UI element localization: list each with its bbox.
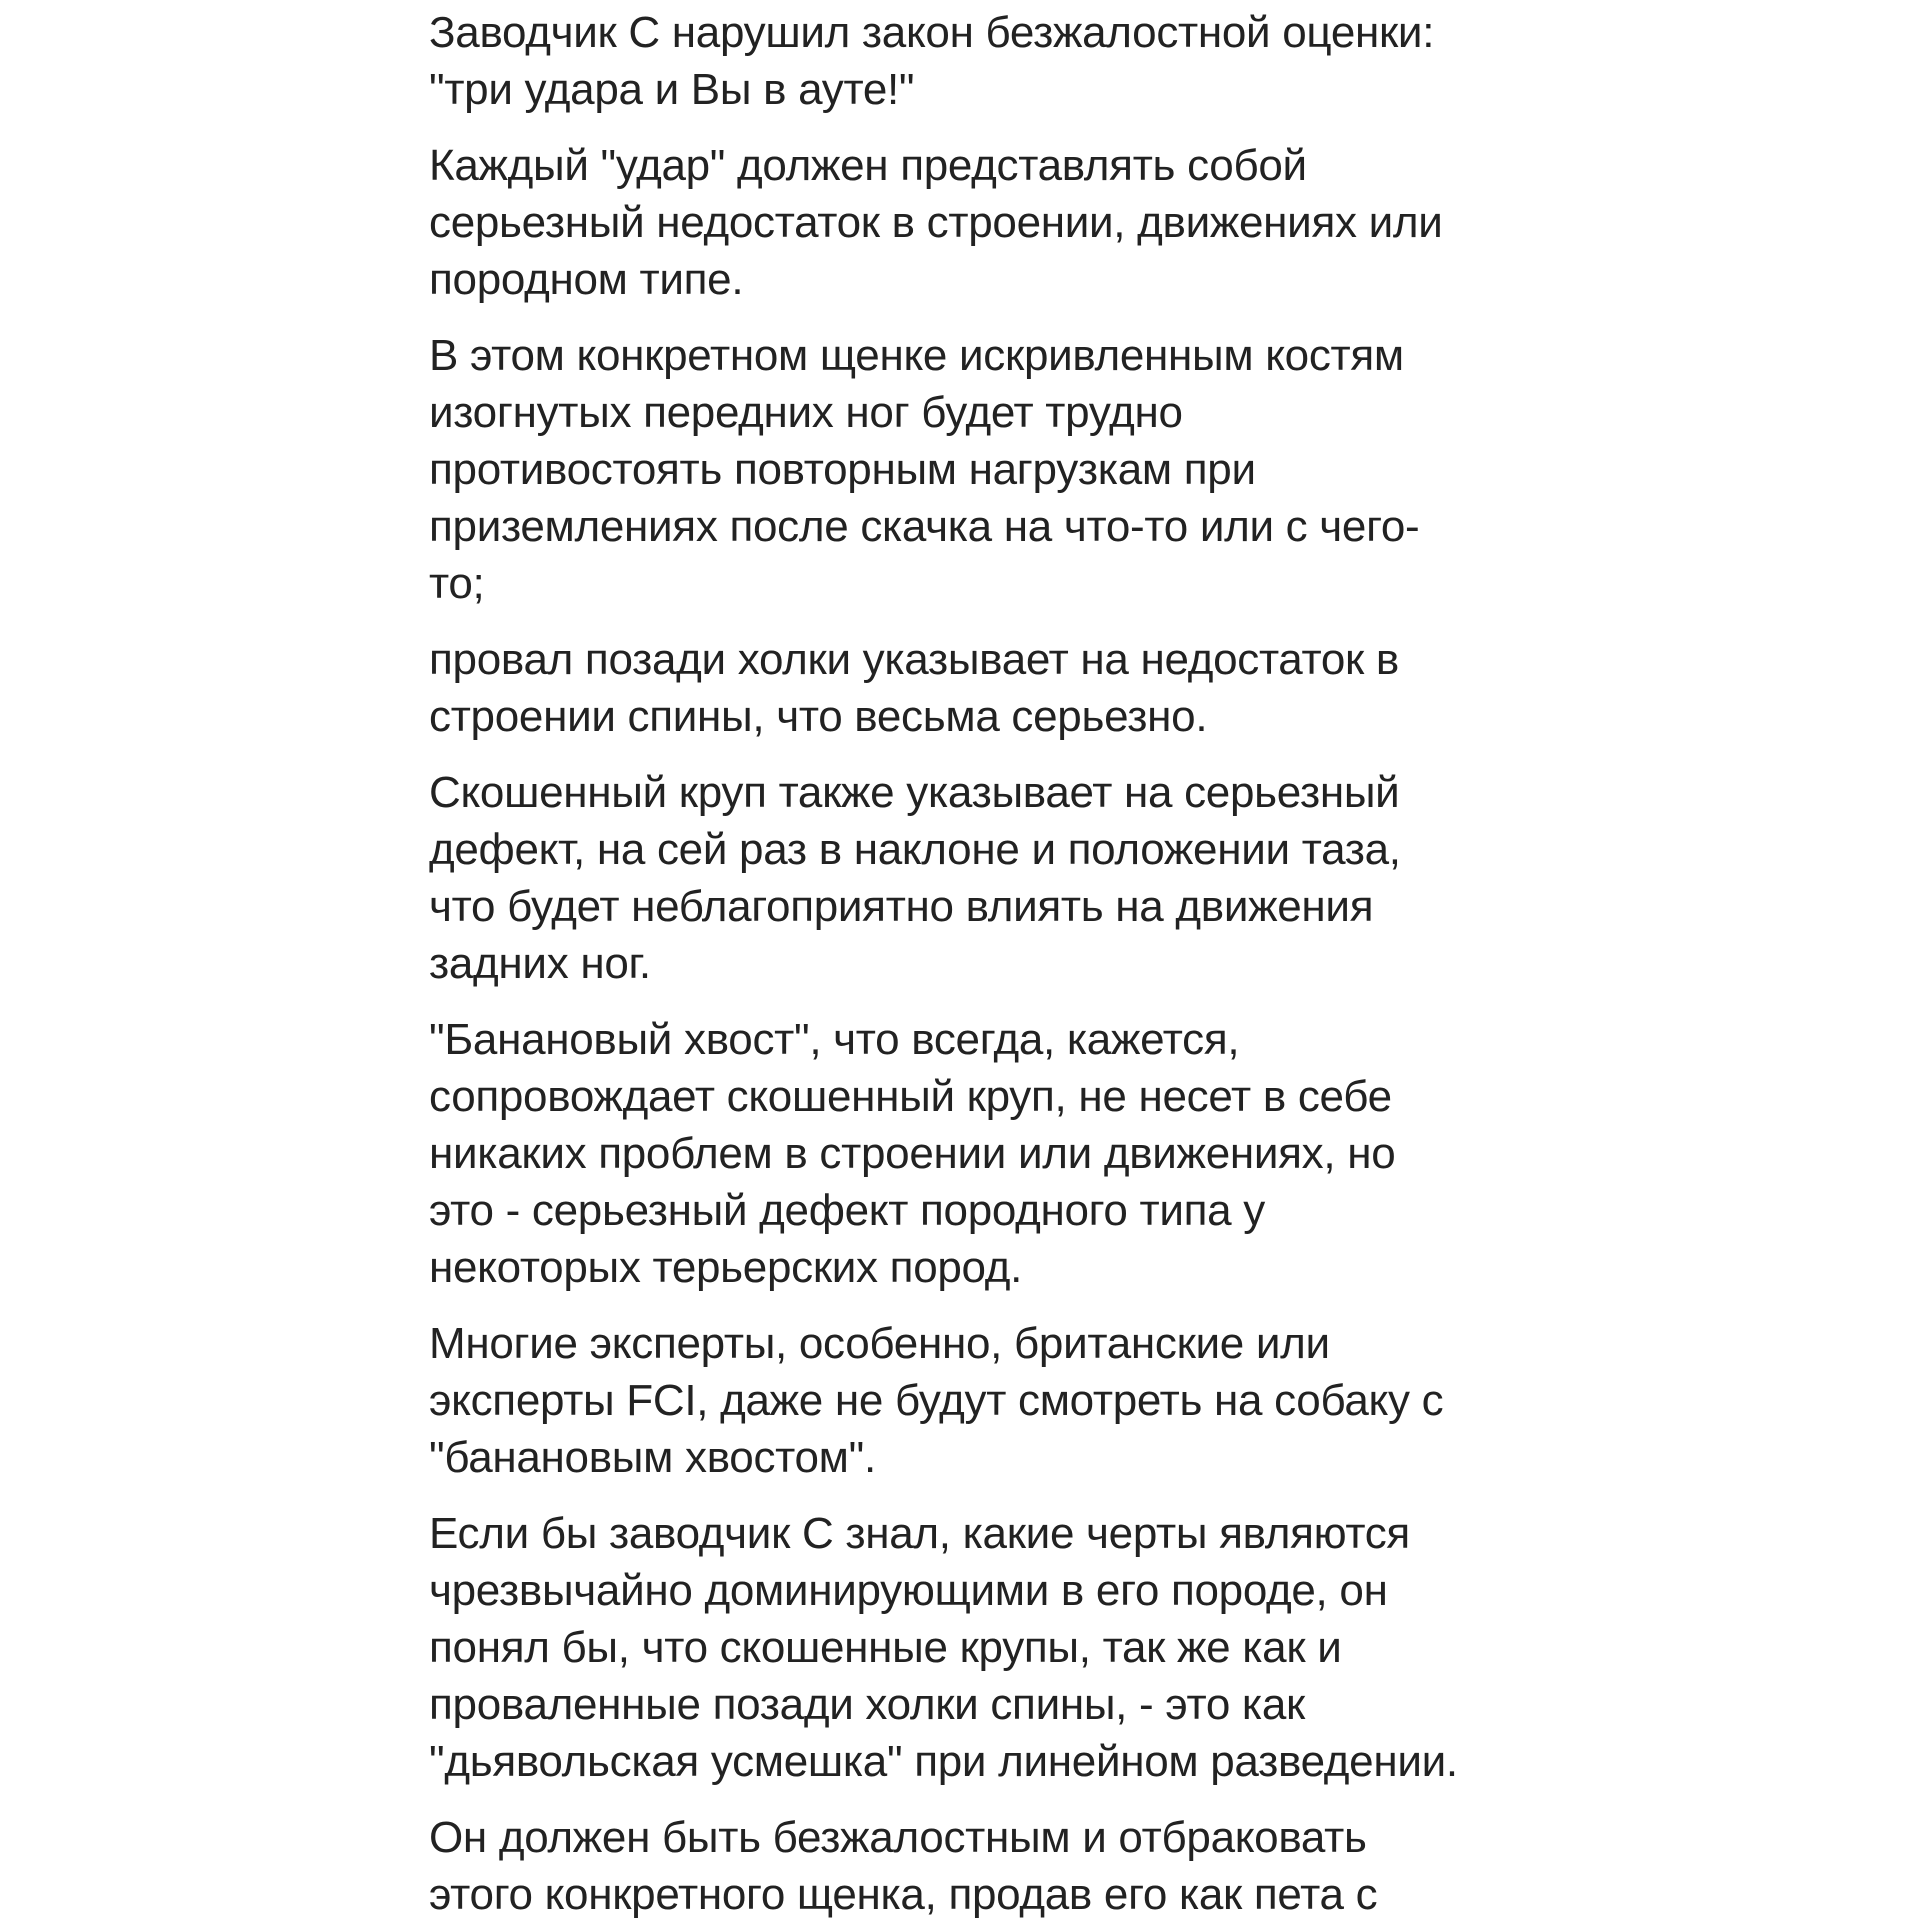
text-line: проваленные позади холки спины, - это как (429, 1680, 1305, 1729)
text-line: понял бы, что скошенные крупы, так же как и (429, 1623, 1342, 1672)
text-line: "дьявольская усмешка" при линейном разведении. (429, 1737, 1458, 1786)
text-line: что будет неблагоприятно влиять на движения (429, 882, 1374, 931)
text-line: строении спины, что весьма серьезно. (429, 692, 1208, 741)
text-line: "три удара и Вы в ауте!" (429, 65, 915, 114)
text-line: Скошенный круп также указывает на серьезный (429, 768, 1400, 817)
text-line: никаких проблем в строении или движениях, но (429, 1129, 1396, 1178)
text-line: эксперты FCI, даже не будут смотреть на собаку с (429, 1376, 1444, 1425)
text-line: дефект, на сей раз в наклоне и положении таза, (429, 825, 1401, 874)
paragraph-7 (429, 1315, 1519, 1486)
text-line: противостоять повторным нагрузкам при (429, 445, 1256, 494)
text-line: некоторых терьерских пород. (429, 1243, 1023, 1292)
paragraph-6 (429, 1011, 1519, 1296)
text-line: серьезный недостаток в строении, движениях или (429, 198, 1443, 247)
text-line: сопровождает скошенный круп, не несет в себе (429, 1072, 1392, 1121)
text-line: В этом конкретном щенке искривленным костям (429, 331, 1404, 380)
paragraph-9 (429, 1809, 1519, 1920)
text-line: задних ног. (429, 939, 651, 988)
text-line: Каждый "удар" должен представлять собой (429, 141, 1307, 190)
text-line: провал позади холки указывает на недостаток в (429, 635, 1399, 684)
text-line: изогнутых передних ног будет трудно (429, 388, 1183, 437)
text-line: это - серьезный дефект породного типа у (429, 1186, 1265, 1235)
paragraph-1 (429, 4, 1519, 118)
paragraph-4 (429, 631, 1519, 745)
text-line: Заводчик С нарушил закон безжалостной оценки: (429, 8, 1435, 57)
paragraph-3 (429, 327, 1519, 612)
text-line: чрезвычайно доминирующими в его породе, он (429, 1566, 1388, 1615)
text-line: породном типе. (429, 255, 744, 304)
text-line: "Банановый хвост", что всегда, кажется, (429, 1015, 1240, 1064)
text-line: Многие эксперты, особенно, британские или (429, 1319, 1330, 1368)
paragraph-2 (429, 137, 1519, 308)
text-line: Он должен быть безжалостным и отбраковать (429, 1813, 1367, 1862)
article-text (429, 0, 1519, 1920)
text-line: "банановым хвостом". (429, 1433, 876, 1482)
text-line: этого конкретного щенка, продав его как пета с (429, 1870, 1378, 1919)
text-line: то; (429, 559, 485, 608)
text-line: Если бы заводчик С знал, какие черты являются (429, 1509, 1410, 1558)
paragraph-5 (429, 764, 1519, 992)
text-line: приземлениях после скачка на что-то или с чего- (429, 502, 1420, 551)
paragraph-8 (429, 1505, 1519, 1790)
